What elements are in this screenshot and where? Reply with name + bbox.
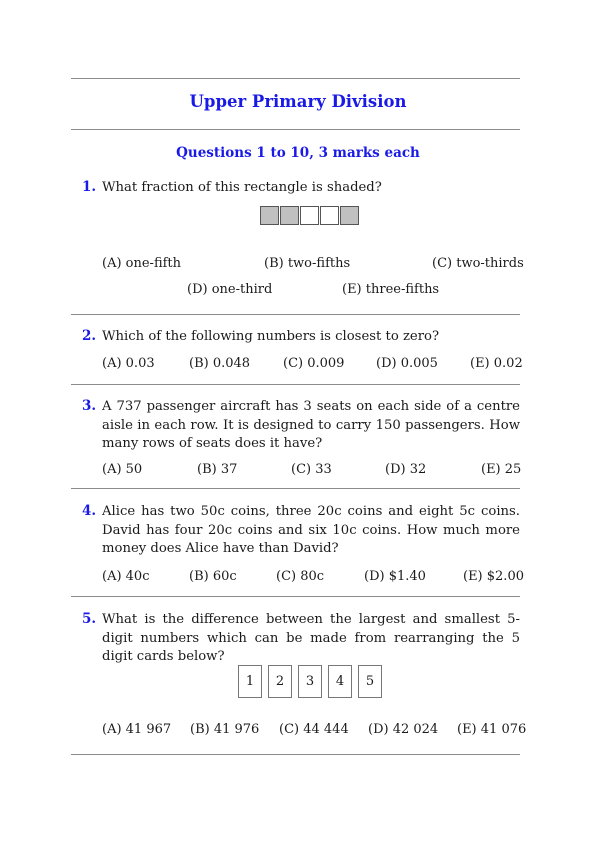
question-number: 3. [82, 398, 97, 414]
option-a[interactable]: (A) one-fifth [102, 256, 182, 271]
question-text: A 737 passenger aircraft has 3 seats on each side of a centre aisle in each row. It is designed to carry 150 passengers. How many rows of seats does it have? [102, 399, 520, 451]
option-b[interactable]: (B) 60c [189, 569, 237, 584]
option-d[interactable]: (D) one-third [187, 282, 273, 297]
question-text: Which of the following numbers is closest to zero? [102, 329, 440, 344]
question-number: 1. [82, 179, 97, 195]
page-title: Upper Primary Division [189, 92, 407, 111]
option-b[interactable]: (B) two-fifths [264, 256, 351, 271]
option-c[interactable]: (C) 33 [291, 462, 332, 477]
question-divider [71, 314, 520, 315]
rectangle-cell [280, 206, 299, 225]
question-text: Alice has two 50c coins, three 20c coins and eight 5c coins. David has four 20c coins and six 10c coins. How much more money does Alice have than David? [102, 504, 520, 556]
question-text: What is the difference between the largest and smallest 5-digit numbers which can be made from rearranging the 5 digit cards below? [102, 612, 520, 664]
rectangle-cell [260, 206, 279, 225]
option-a[interactable]: (A) 0.03 [102, 356, 155, 371]
option-c[interactable]: (C) 80c [276, 569, 325, 584]
digit-card: 4 [328, 665, 352, 698]
digit-card: 1 [238, 665, 262, 698]
question-number: 4. [82, 503, 97, 519]
section-subtitle: Questions 1 to 10, 3 marks each [176, 145, 420, 161]
option-e[interactable]: (E) 41 076 [457, 722, 527, 737]
option-e[interactable]: (E) $2.00 [463, 569, 524, 584]
question-divider [71, 488, 520, 489]
option-b[interactable]: (B) 41 976 [190, 722, 260, 737]
option-b[interactable]: (B) 0.048 [189, 356, 251, 371]
question-number: 2. [82, 328, 97, 344]
option-d[interactable]: (D) 42 024 [368, 722, 439, 737]
rectangle-cell [300, 206, 319, 225]
option-b[interactable]: (B) 37 [197, 462, 238, 477]
option-a[interactable]: (A) 41 967 [102, 722, 172, 737]
option-a[interactable]: (A) 40c [102, 569, 150, 584]
top-rule [71, 78, 520, 79]
question-number: 5. [82, 611, 97, 627]
option-c[interactable]: (C) 44 444 [279, 722, 349, 737]
digit-card: 2 [268, 665, 292, 698]
question-divider [71, 384, 520, 385]
option-d[interactable]: (D) 0.005 [376, 356, 438, 371]
option-d[interactable]: (D) $1.40 [364, 569, 426, 584]
option-c[interactable]: (C) two-thirds [432, 256, 524, 271]
option-a[interactable]: (A) 50 [102, 462, 143, 477]
rectangle-cell [320, 206, 339, 225]
rectangle-cell [340, 206, 359, 225]
option-e[interactable]: (E) three-fifths [342, 282, 440, 297]
option-c[interactable]: (C) 0.009 [283, 356, 345, 371]
bottom-rule [71, 754, 520, 755]
question-text: What fraction of this rectangle is shaded? [102, 180, 382, 195]
option-e[interactable]: (E) 25 [481, 462, 522, 477]
question-divider [71, 596, 520, 597]
digit-card: 3 [298, 665, 322, 698]
option-e[interactable]: (E) 0.02 [470, 356, 523, 371]
title-rule [71, 129, 520, 130]
digit-card: 5 [358, 665, 382, 698]
option-d[interactable]: (D) 32 [385, 462, 427, 477]
